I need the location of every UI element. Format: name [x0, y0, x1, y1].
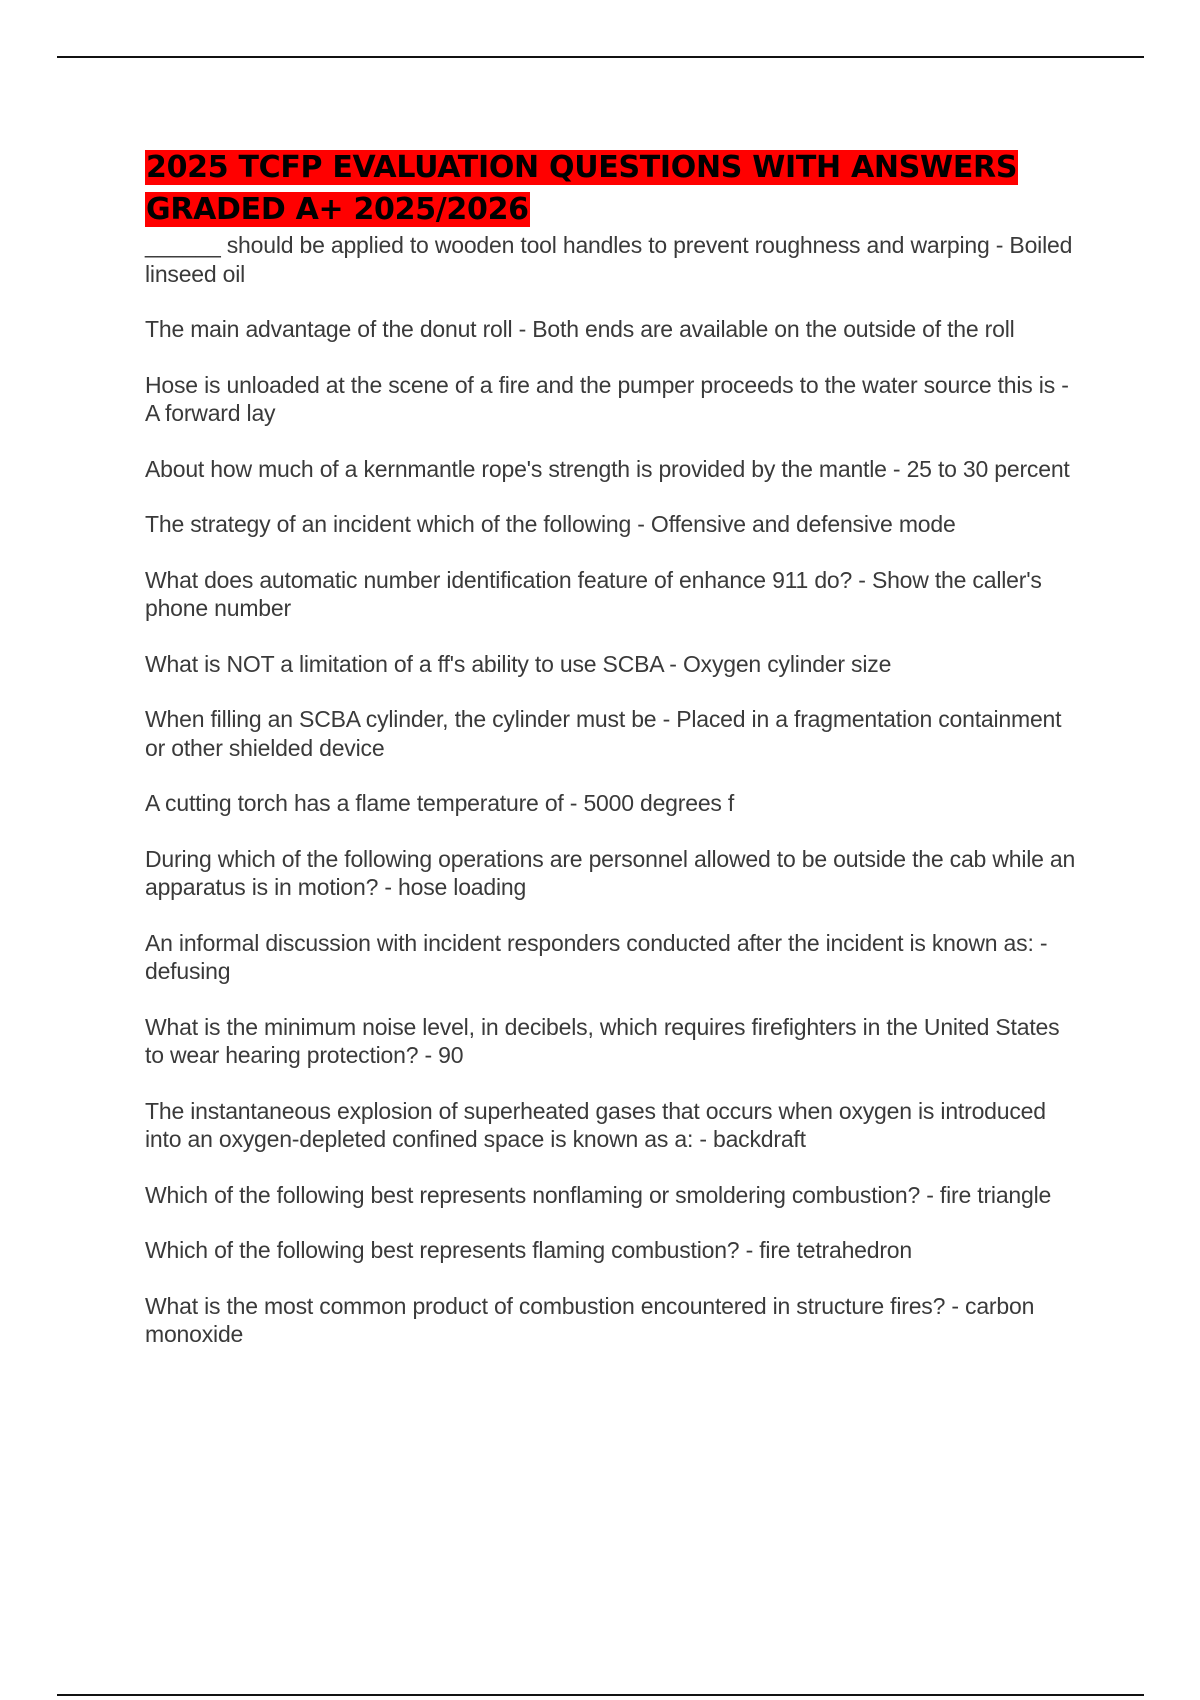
page-top-rule — [57, 56, 1144, 58]
qa-item: What does automatic number identification feature of enhance 911 do? - Show the caller's phone number — [145, 566, 1042, 621]
qa-item: When filling an SCBA cylinder, the cylinder must be - Placed in a fragmentation containment or other shielded device — [145, 706, 1062, 761]
document-title — [145, 147, 1080, 231]
title-line-1: 2025 TCFP EVALUATION QUESTIONS WITH ANSWERS — [146, 150, 1018, 185]
qa-list — [145, 231, 1080, 1349]
qa-item: Which of the following best represents flaming combustion? - fire tetrahedron — [145, 1237, 912, 1263]
qa-item: What is the minimum noise level, in decibels, which requires firefighters in the United States to wear hearing protection? - 90 — [145, 1013, 1060, 1068]
qa-item: A cutting torch has a flame temperature of - 5000 degrees f — [145, 790, 735, 816]
qa-item: During which of the following operations are personnel allowed to be outside the cab while an apparatus is in motion? - hose loading — [145, 845, 1076, 900]
page-bottom-rule — [57, 1694, 1144, 1696]
qa-item: About how much of a kernmantle rope's strength is provided by the mantle - 25 to 30 percent — [145, 455, 1070, 482]
qa-item: ______ should be applied to wooden tool handles to prevent roughness and warping - Boiled linseed oil — [145, 232, 1073, 287]
qa-item: What is NOT a limitation of a ff's ability to use SCBA - Oxygen cylinder size — [145, 650, 892, 677]
qa-item: Which of the following best represents nonflaming or smoldering combustion? - fire triangle — [145, 1181, 1052, 1208]
qa-item: What is the most common product of combustion encountered in structure fires? - carbon monoxide — [145, 1292, 1035, 1347]
title-line-2: GRADED A+ 2025/2026 — [146, 192, 529, 227]
qa-item: The strategy of an incident which of the following - Offensive and defensive mode — [145, 511, 956, 537]
qa-item: Hose is unloaded at the scene of a fire and the pumper proceeds to the water source this is - A forward lay — [145, 371, 1069, 426]
qa-item: The instantaneous explosion of superheated gases that occurs when oxygen is introduced into an oxygen-depleted confined space is known as a: - backdraft — [145, 1097, 1046, 1152]
document-body — [145, 147, 1080, 1376]
qa-item: An informal discussion with incident responders conducted after the incident is known as: - defusing — [145, 929, 1048, 984]
qa-item: The main advantage of the donut roll - Both ends are available on the outside of the roll — [145, 316, 1015, 342]
